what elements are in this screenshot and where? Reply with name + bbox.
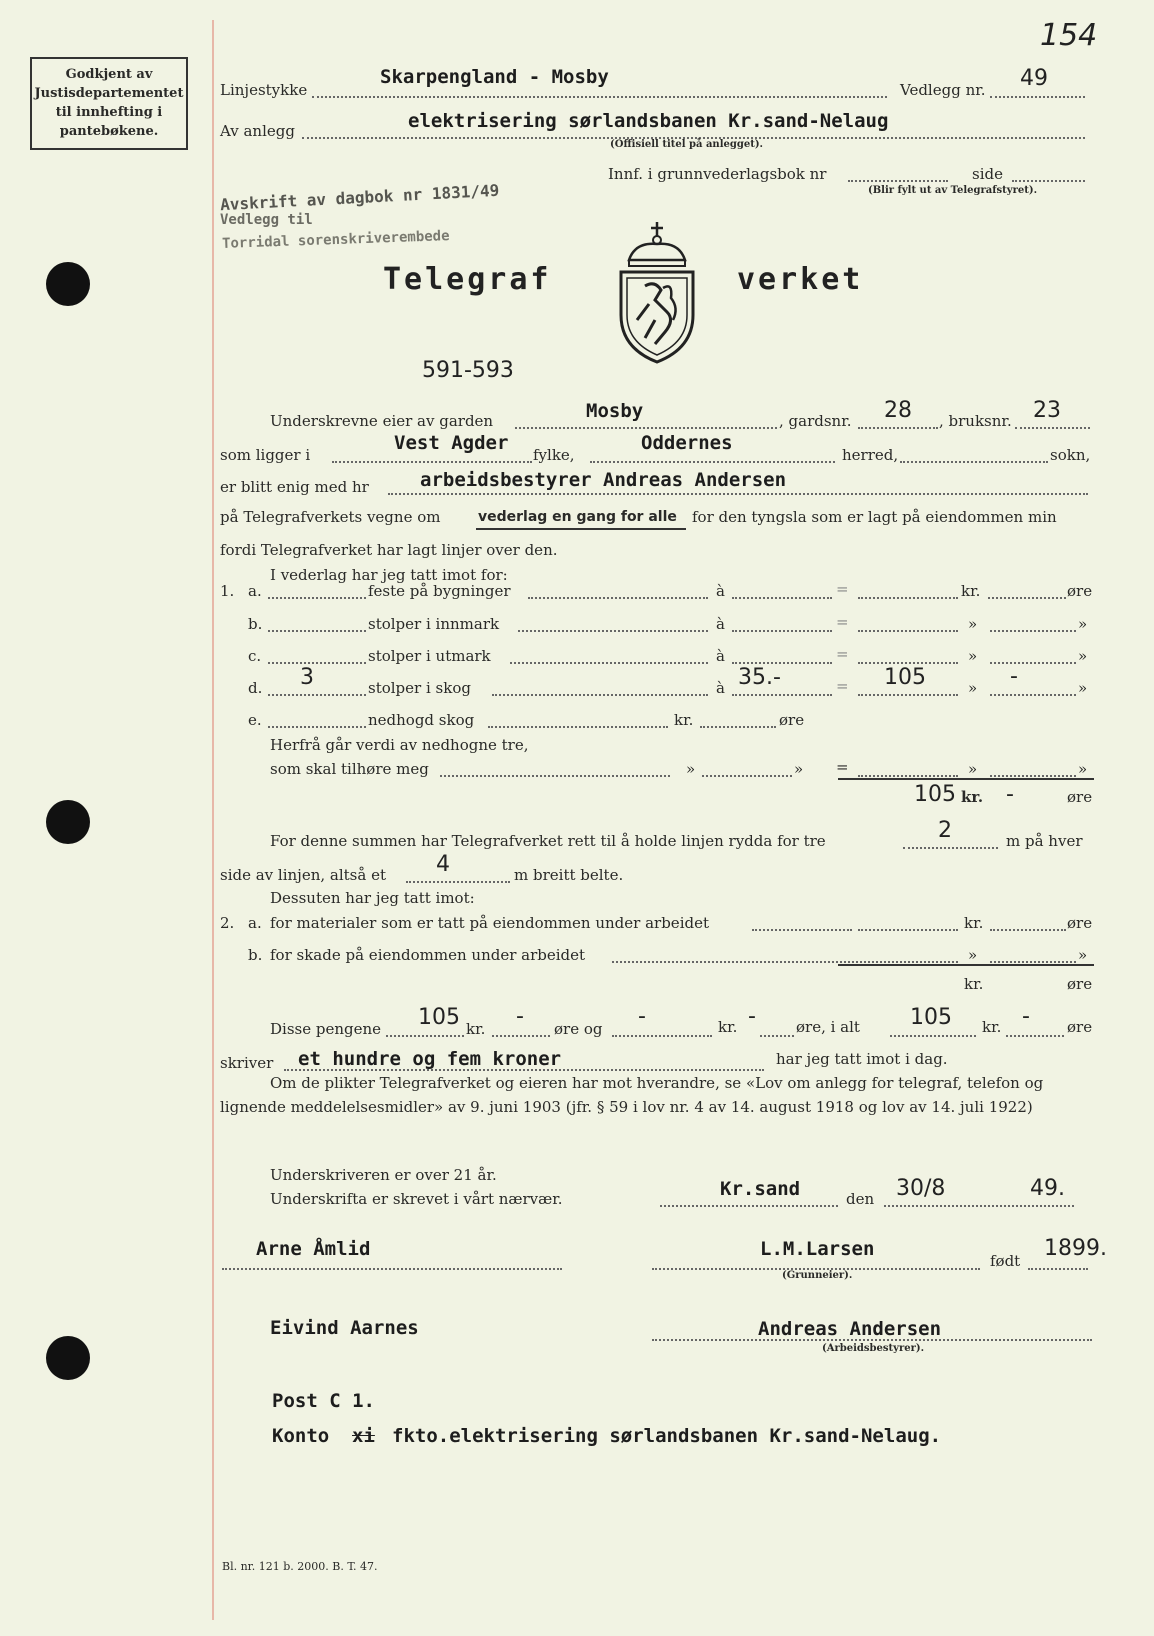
vegne-text: på Telegrafverkets vegne om: [220, 508, 441, 526]
item-number-1: 1.: [220, 582, 235, 600]
linjestykke-label: Linjestykke: [220, 81, 308, 99]
dotted-line: [732, 597, 832, 599]
ialt-ore-label: øre: [1067, 1018, 1093, 1036]
dotted-line: [386, 1035, 464, 1037]
item-d-text: stolper i skog: [368, 679, 471, 697]
stamp-embede: Torridal sorenskriverembede: [221, 228, 450, 252]
place-value: Kr.sand: [720, 1178, 801, 1200]
ditto-mark: »: [686, 760, 696, 778]
vederlag-text: vederlag en gang for alle: [478, 509, 677, 525]
dotted-line: [884, 1205, 1074, 1207]
side-note: (Blir fylt ut av Telegrafstyret).: [868, 185, 1038, 196]
ditto-mark: »: [968, 679, 978, 697]
side-label: side: [972, 165, 1003, 183]
disse-label: Disse pengene: [270, 1020, 382, 1038]
ore-label: øre: [1067, 582, 1093, 600]
dotted-line: [268, 630, 366, 632]
dotted-line: [518, 630, 708, 632]
ditto-mark: »: [1078, 679, 1088, 697]
item-d-ore: -: [1010, 664, 1018, 689]
bruksnr-value: 23: [1033, 398, 1061, 423]
dotted-line: [900, 461, 1048, 463]
dotted-line: [858, 694, 958, 696]
approval-line-1: Godkjent av: [65, 67, 153, 82]
innf-label: Innf. i grunnvederlagsbok nr: [608, 165, 827, 183]
dotted-line: [652, 1339, 1092, 1341]
dessuten-intro: Dessuten har jeg tatt imot:: [270, 889, 475, 907]
dotted-line: [752, 929, 852, 931]
vederlag-intro: I vederlag har jeg tatt imot for:: [270, 566, 508, 584]
konto-label: Konto: [272, 1425, 330, 1447]
dotted-line: [990, 694, 1076, 696]
manager-signature: Andreas Andersen: [758, 1318, 942, 1340]
kr-label: kr.: [964, 975, 984, 993]
som-ligger-label: som ligger i: [220, 446, 311, 464]
skriver-value: et hundre og fem kroner: [298, 1048, 562, 1070]
manager-role: (Arbeidsbestyrer).: [822, 1343, 925, 1354]
gard-value: Mosby: [586, 400, 644, 422]
fodt-label: født: [990, 1252, 1021, 1270]
dotted-line: [268, 597, 366, 599]
underline: [476, 528, 686, 530]
item-c-text: stolper i utmark: [368, 647, 491, 665]
stamp-dagbok: Avskrift av dagbok nr 1831/49: [219, 180, 500, 215]
ditto-mark: »: [1078, 647, 1088, 665]
dotted-line: [268, 662, 366, 664]
title-verket: verket: [737, 262, 864, 297]
dotted-line: [612, 1035, 712, 1037]
dotted-line: [858, 427, 938, 429]
anlegg-label: Av anlegg: [220, 122, 295, 140]
item-d-letter: d.: [248, 679, 263, 697]
dotted-line: [312, 96, 887, 98]
approval-line-2: Justisdepartementet: [34, 86, 184, 101]
dotted-line: [990, 775, 1076, 777]
ditto-mark: »: [968, 760, 978, 778]
linjestykke-value: Skarpengland - Mosby: [380, 66, 609, 88]
fylke-label: fylke,: [533, 446, 575, 464]
dotted-line: [702, 775, 792, 777]
disse-kr2-value: -: [638, 1004, 646, 1029]
tyngsla-text: for den tyngsla som er lagt på eiendommen min: [692, 508, 1057, 526]
year-value: 49.: [1030, 1176, 1065, 1201]
ref-number: 591-593: [422, 358, 514, 383]
post-code: Post C 1.: [272, 1390, 375, 1412]
hr-value: arbeidsbestyrer Andreas Andersen: [420, 469, 787, 491]
dotted-line: [1015, 427, 1090, 429]
item-d-price: 35.-: [738, 665, 781, 690]
law-line-1: Om de plikter Telegrafverket og eieren har mot hverandre, se «Lov om anlegg for telegraf, telefon og: [270, 1074, 1044, 1092]
equals-sign: =: [836, 645, 849, 663]
law-line-2: lignende meddelelsesmidler» av 9. juni 1903 (jfr. § 59 i lov nr. 4 av 14. august 1918 og lov av 14. juli 1922): [220, 1098, 1033, 1116]
kr-label: kr.: [961, 788, 984, 806]
over21-text: Underskriveren er over 21 år.: [270, 1166, 497, 1184]
kr-label: kr.: [674, 711, 694, 729]
dotted-line: [222, 1268, 562, 1270]
ditto-mark: »: [794, 760, 804, 778]
rydda-line-2b: m breitt belte.: [514, 866, 624, 884]
stamp-vedlegg: Vedlegg til: [220, 212, 313, 228]
dotted-line: [990, 929, 1066, 931]
enig-label: er blitt enig med hr: [220, 478, 369, 496]
dotted-line: [990, 96, 1085, 98]
dotted-line: [848, 180, 948, 182]
item-a-text: feste på bygninger: [368, 582, 511, 600]
naervaer-text: Underskrifta er skrevet i vårt nærvær.: [270, 1190, 563, 1208]
ore-label: øre: [779, 711, 805, 729]
equals-sign: =: [836, 580, 849, 598]
dotted-line: [990, 630, 1076, 632]
item-c-letter: c.: [248, 647, 262, 665]
dotted-line: [268, 694, 366, 696]
bruksnr-label: , bruksnr.: [939, 412, 1012, 430]
item-d-count: 3: [300, 665, 314, 690]
at-sign: à: [716, 615, 725, 633]
dotted-line: [406, 881, 510, 883]
fylke-value: Vest Agder: [394, 432, 509, 454]
fodt-year: 1899.: [1044, 1236, 1107, 1261]
gardsnr-label: , gardsnr.: [779, 412, 852, 430]
margin-line: [212, 20, 214, 1620]
dotted-line: [268, 726, 366, 728]
item-e-text: nedhogd skog: [368, 711, 475, 729]
dotted-line: [858, 597, 958, 599]
skriver-label: skriver: [220, 1054, 274, 1072]
anlegg-note: (Offisiell titel på anlegget).: [610, 139, 764, 150]
coat-of-arms-icon: [615, 220, 700, 365]
herred-value: Oddernes: [641, 432, 733, 454]
rydda-line-2: side av linjen, altså et: [220, 866, 386, 884]
ditto-mark: »: [1078, 615, 1088, 633]
approval-box: [30, 57, 188, 150]
ditto-mark: »: [968, 946, 978, 964]
equals-sign: =: [836, 677, 849, 695]
ore-label: øre: [1067, 975, 1093, 993]
vedlegg-value: 49: [1020, 66, 1048, 91]
witness-1: Arne Åmlid: [256, 1238, 371, 1260]
dotted-line: [760, 1035, 794, 1037]
dotted-line: [858, 775, 958, 777]
item-number-2: 2.: [220, 914, 235, 932]
form-number: Bl. nr. 121 b. 2000. B. T. 47.: [222, 1560, 378, 1573]
rydda-line-1b: m på hver: [1006, 832, 1083, 850]
dotted-line: [488, 726, 668, 728]
disse-kr-label: kr.: [466, 1020, 486, 1038]
equals-sign: =: [836, 758, 849, 776]
punch-hole: [46, 262, 90, 306]
dessuten-b-letter: b.: [248, 946, 263, 964]
item-b-letter: b.: [248, 615, 263, 633]
dotted-line: [388, 493, 1088, 495]
at-sign: à: [716, 679, 725, 697]
item-e-letter: e.: [248, 711, 262, 729]
ialt-ore-value: -: [1022, 1004, 1030, 1029]
ditto-mark: »: [1078, 946, 1088, 964]
underskrevne-label: Underskrevne eier av garden: [270, 412, 494, 430]
dotted-line: [700, 726, 776, 728]
dotted-line: [732, 630, 832, 632]
approval-line-4: pantebøkene.: [59, 124, 159, 139]
dotted-line: [590, 461, 835, 463]
item-b-text: stolper i innmark: [368, 615, 500, 633]
dotted-line: [612, 961, 958, 963]
dotted-line: [1006, 1035, 1064, 1037]
sum-ore-value: -: [1006, 782, 1014, 807]
dotted-line: [903, 847, 998, 849]
at-sign: à: [716, 582, 725, 600]
rydda-value-1: 2: [938, 818, 952, 843]
rydda-line-1: For denne summen har Telegrafverket rett til å holde linjen rydda for tre: [270, 832, 826, 850]
dotted-line: [510, 662, 708, 664]
ditto-mark: »: [968, 647, 978, 665]
dotted-line: [990, 961, 1076, 963]
dotted-line: [492, 1035, 550, 1037]
dessuten-b-text: for skade på eiendommen under arbeidet: [270, 946, 586, 964]
disse-kr-value: 105: [418, 1005, 460, 1030]
dotted-line: [858, 662, 958, 664]
item-a-letter: a.: [248, 582, 262, 600]
ialt-kr-label: kr.: [982, 1018, 1002, 1036]
disse-ore-value: -: [516, 1004, 524, 1029]
rydda-value-2: 4: [436, 852, 450, 877]
konto-strike: xi: [352, 1425, 375, 1447]
at-sign: à: [716, 647, 725, 665]
den-label: den: [846, 1190, 875, 1208]
dotted-line: [858, 929, 958, 931]
dotted-line: [332, 461, 532, 463]
sokn-label: sokn,: [1050, 446, 1091, 464]
dotted-line: [858, 630, 958, 632]
sum-kr-value: 105: [914, 782, 956, 807]
dotted-line: [440, 775, 670, 777]
sum-rule: [838, 778, 1094, 780]
vedlegg-label: Vedlegg nr.: [900, 81, 986, 99]
disse-ore2-value: -: [748, 1004, 756, 1029]
page-number: 154: [1040, 18, 1098, 53]
dotted-line: [660, 1205, 838, 1207]
ditto-mark: »: [968, 615, 978, 633]
ialt-label: øre, i alt: [796, 1018, 860, 1036]
herred-label: herred,: [842, 446, 899, 464]
disse-kr-label-2: kr.: [718, 1018, 738, 1036]
punch-hole: [46, 1336, 90, 1380]
title-telegraf: Telegraf: [383, 262, 552, 297]
owner-role: (Grunneier).: [782, 1270, 853, 1281]
ditto-mark: »: [1078, 760, 1088, 778]
dotted-line: [492, 694, 708, 696]
owner-signature: L.M.Larsen: [760, 1238, 875, 1260]
dessuten-a-letter: a.: [248, 914, 262, 932]
date-value: 30/8: [896, 1176, 946, 1201]
approval-line-3: til innhefting i: [55, 105, 163, 120]
item-d-total: 105: [884, 665, 926, 690]
dotted-line: [1028, 1268, 1088, 1270]
dotted-line: [732, 694, 832, 696]
herfra-line-1: Herfrå går verdi av nedhogne tre,: [270, 736, 529, 754]
sum-rule: [838, 964, 1094, 966]
dotted-line: [988, 597, 1066, 599]
dotted-line: [1012, 180, 1085, 182]
dessuten-a-text: for materialer som er tatt på eiendommen under arbeidet: [270, 914, 709, 932]
dotted-line: [890, 1035, 976, 1037]
konto-value: fkto.elektrisering sørlandsbanen Kr.sand-Nelaug.: [392, 1425, 942, 1447]
gardsnr-value: 28: [884, 398, 912, 423]
ore-label: øre: [1067, 914, 1093, 932]
ore-og-label: øre og: [554, 1020, 603, 1038]
witness-2: Eivind Aarnes: [270, 1317, 419, 1339]
anlegg-value: elektrisering sørlandsbanen Kr.sand-Nelaug: [408, 110, 889, 132]
herfra-line-2: som skal tilhøre meg: [270, 760, 429, 778]
equals-sign: =: [836, 613, 849, 631]
dotted-line: [732, 662, 832, 664]
dotted-line: [990, 662, 1076, 664]
ialt-value: 105: [910, 1005, 952, 1030]
kr-label: kr.: [961, 582, 981, 600]
imot-text: har jeg tatt imot i dag.: [776, 1050, 948, 1068]
dotted-line: [528, 597, 708, 599]
fordi-text: fordi Telegrafverket har lagt linjer over den.: [220, 541, 558, 559]
kr-label: kr.: [964, 914, 984, 932]
ore-label: øre: [1067, 788, 1093, 806]
punch-hole: [46, 800, 90, 844]
dotted-line: [515, 427, 777, 429]
